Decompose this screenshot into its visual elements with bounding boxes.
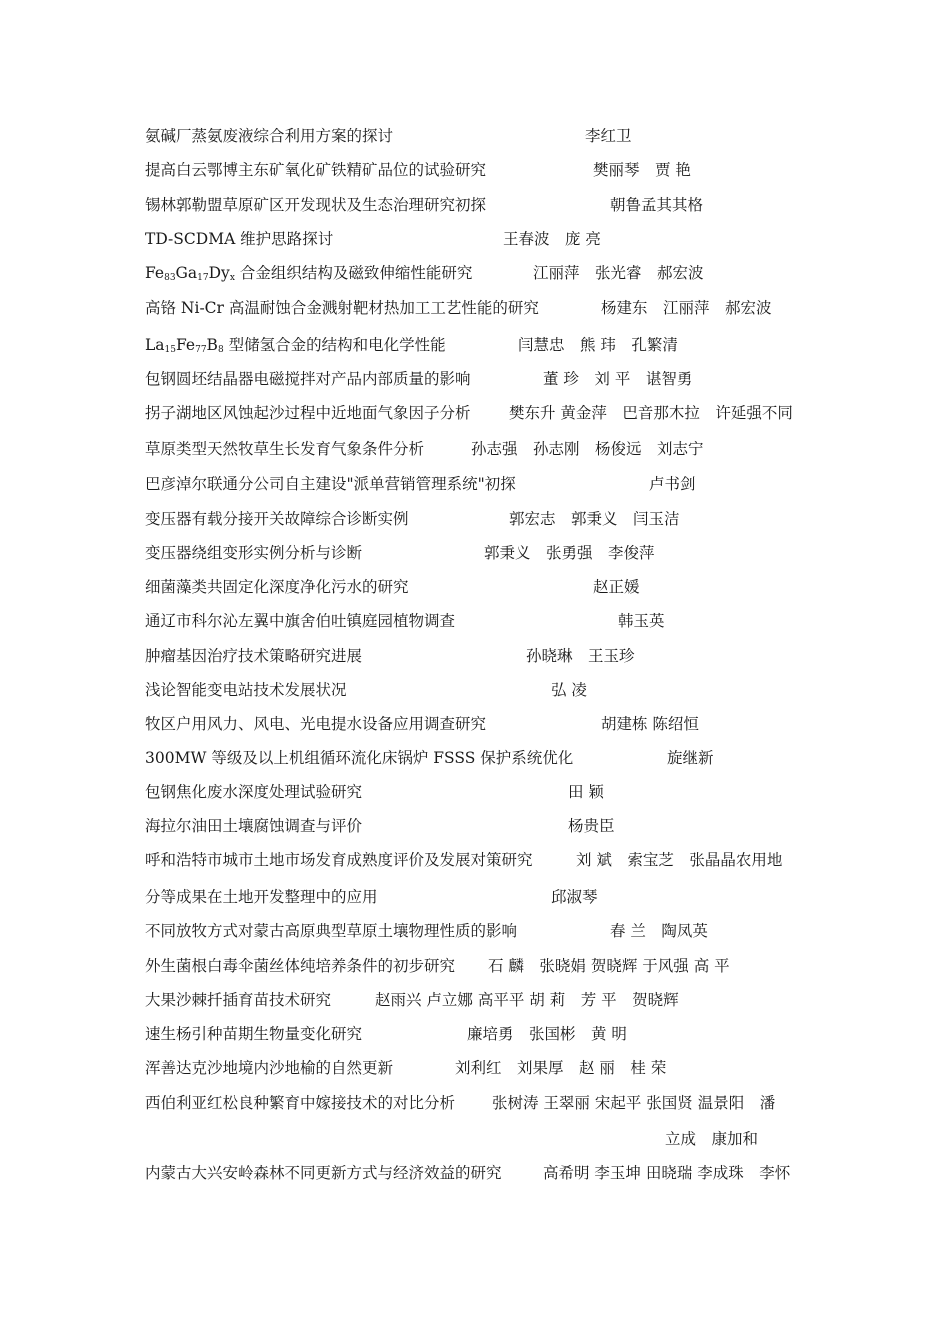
entry-line bbox=[145, 296, 825, 320]
entry-authors: 春 兰 陶凤英 bbox=[610, 922, 708, 940]
entry-title: TD-SCDMA 维护思路探讨 bbox=[145, 230, 334, 248]
entry-title: 大果沙棘扦插育苗技术研究 bbox=[145, 991, 332, 1009]
entry-authors: 刘利红 刘果厚 赵 丽 桂 荣 bbox=[455, 1059, 667, 1077]
entry-title: 海拉尔油田土壤腐蚀调查与评价 bbox=[145, 817, 363, 835]
entry-line bbox=[145, 644, 825, 668]
entry-line bbox=[145, 575, 825, 599]
entry-line bbox=[145, 1022, 825, 1046]
entry-line bbox=[145, 712, 825, 736]
entry-authors: 邱淑琴 bbox=[551, 888, 598, 906]
entry-authors: 田 颖 bbox=[568, 783, 604, 801]
entry-line bbox=[145, 919, 825, 943]
entry-line bbox=[145, 158, 825, 182]
entry-title: 分等成果在土地开发整理中的应用 bbox=[145, 888, 378, 906]
entry-line bbox=[145, 746, 825, 770]
entry-title: 外生菌根白毒伞菌丝体纯培养条件的初步研究 bbox=[145, 957, 456, 975]
entry-authors: 廉培勇 张国彬 黄 明 bbox=[467, 1025, 627, 1043]
entry-authors: 董 珍 刘 平 谌智勇 bbox=[543, 370, 693, 388]
entry-line bbox=[145, 780, 825, 804]
entry-line bbox=[145, 1127, 825, 1151]
entry-title: 呼和浩特市城市土地市场发育成熟度评价及发展对策研究 bbox=[145, 851, 533, 869]
entry-line bbox=[145, 954, 825, 978]
entry-title: 内蒙古大兴安岭森林不同更新方式与经济效益的研究 bbox=[145, 1164, 502, 1182]
entry-title: 提高白云鄂博主东矿氧化矿铁精矿品位的试验研究 bbox=[145, 161, 487, 179]
entry-authors: 韩玉英 bbox=[618, 612, 665, 630]
entry-line bbox=[145, 261, 825, 285]
entry-line bbox=[145, 401, 825, 425]
entry-title: 300MW 等级及以上机组循环流化床锅炉 FSSS 保护系统优化 bbox=[145, 749, 574, 767]
entry-line bbox=[145, 678, 825, 702]
entry-title: 细菌藻类共固定化深度净化污水的研究 bbox=[145, 578, 409, 596]
entry-authors: 赵正媛 bbox=[593, 578, 640, 596]
entry-authors: 杨建东 江丽萍 郝宏波 bbox=[601, 299, 772, 317]
entry-title: 浑善达克沙地境内沙地榆的自然更新 bbox=[145, 1059, 394, 1077]
entry-line bbox=[145, 472, 825, 496]
entry-title: $La_{15}Fe_{77}B_8$ 型储氢合金的结构和电化学性能 bbox=[145, 336, 446, 355]
entry-title: 巴彦淖尔联通分公司自主建设"派单营销管理系统"初探 bbox=[145, 475, 516, 493]
entry-authors: 朝鲁孟其其格 bbox=[610, 196, 704, 214]
entry-title: 肿瘤基因治疗技术策略研究进展 bbox=[145, 647, 363, 665]
entry-authors: 闫慧忠 熊 玮 孔繁清 bbox=[518, 336, 678, 354]
entry-line bbox=[145, 1161, 825, 1185]
entry-line bbox=[145, 193, 825, 217]
entry-authors: 孙晓琳 王玉珍 bbox=[526, 647, 635, 665]
entry-line bbox=[145, 333, 825, 357]
entry-authors: 弘 凌 bbox=[551, 681, 587, 699]
entry-line bbox=[145, 1091, 825, 1115]
entry-authors: 郭秉义 张勇强 李俊萍 bbox=[484, 544, 655, 562]
entry-title: 草原类型天然牧草生长发育气象条件分析 bbox=[145, 440, 425, 458]
entry-line bbox=[145, 541, 825, 565]
entry-authors: 王春波 庞 亮 bbox=[503, 230, 601, 248]
entry-authors: 樊丽琴 贾 艳 bbox=[593, 161, 691, 179]
entry-line bbox=[145, 1056, 825, 1080]
entry-authors: 郭宏志 郭秉义 闫玉洁 bbox=[509, 510, 680, 528]
entry-title: 变压器有载分接开关故障综合诊断实例 bbox=[145, 510, 409, 528]
entry-authors: 卢书剑 bbox=[649, 475, 696, 493]
entry-authors: 石 麟 张晓娟 贺晓辉 于风强 高 平 bbox=[488, 957, 730, 975]
entry-title: 浅论智能变电站技术发展状况 bbox=[145, 681, 347, 699]
entry-title: 包钢焦化废水深度处理试验研究 bbox=[145, 783, 363, 801]
entry-line bbox=[145, 507, 825, 531]
entry-authors: 胡建栋 陈绍恒 bbox=[601, 715, 699, 733]
entry-authors: 张树涛 王翠丽 宋起平 张国贤 温景阳 潘 bbox=[492, 1094, 776, 1112]
entry-line bbox=[145, 814, 825, 838]
entry-authors: 杨贵臣 bbox=[568, 817, 615, 835]
entry-line bbox=[145, 848, 825, 872]
entry-title: 通辽市科尔沁左翼中旗舍伯吐镇庭园植物调查 bbox=[145, 612, 456, 630]
entry-line bbox=[145, 367, 825, 391]
entry-title: 拐子湖地区风蚀起沙过程中近地面气象因子分析 bbox=[145, 404, 471, 422]
entry-title: 高铬 Ni-Cr 高温耐蚀合金溅射靶材热加工工艺性能的研究 bbox=[145, 299, 539, 317]
entry-line bbox=[145, 988, 825, 1012]
entry-authors: 刘 斌 索宝芝 张晶晶农用地 bbox=[576, 851, 783, 869]
entry-title: 变压器绕组变形实例分析与诊断 bbox=[145, 544, 363, 562]
entry-authors: 樊东升 黄金萍 巴音那木拉 许延强不同 bbox=[509, 404, 793, 422]
entry-line bbox=[145, 124, 825, 148]
entry-authors: 赵雨兴 卢立娜 高平平 胡 莉 芳 平 贺晓辉 bbox=[375, 991, 679, 1009]
entry-line bbox=[145, 609, 825, 633]
entry-title: 锡林郭勒盟草原矿区开发现状及生态治理研究初探 bbox=[145, 196, 487, 214]
entry-title: 速生杨引种苗期生物量变化研究 bbox=[145, 1025, 363, 1043]
entry-line bbox=[145, 885, 825, 909]
entry-line bbox=[145, 227, 825, 251]
entry-line bbox=[145, 437, 825, 461]
entry-authors: 李红卫 bbox=[585, 127, 632, 145]
entry-authors: 江丽萍 张光睿 郝宏波 bbox=[533, 264, 704, 282]
entry-authors: 高希明 李玉坤 田晓瑞 李成珠 李怀 bbox=[543, 1164, 791, 1182]
entry-title: 不同放牧方式对蒙古高原典型草原土壤物理性质的影响 bbox=[145, 922, 518, 940]
entry-authors: 孙志强 孙志刚 杨俊远 刘志宁 bbox=[471, 440, 704, 458]
entry-title: 牧区户用风力、风电、光电提水设备应用调查研究 bbox=[145, 715, 487, 733]
entry-title: 氨碱厂蒸氨废液综合利用方案的探讨 bbox=[145, 127, 394, 145]
entry-title: 西伯利亚红松良种繁育中嫁接技术的对比分析 bbox=[145, 1094, 456, 1112]
entry-authors: 立成 康加和 bbox=[665, 1130, 759, 1148]
entry-authors: 旋继新 bbox=[667, 749, 714, 767]
entry-title: $Fe_{83}Ga_{17}Dy_x$ 合金组织结构及磁致伸缩性能研究 bbox=[145, 264, 473, 283]
entry-title: 包钢圆坯结晶器电磁搅拌对产品内部质量的影响 bbox=[145, 370, 471, 388]
